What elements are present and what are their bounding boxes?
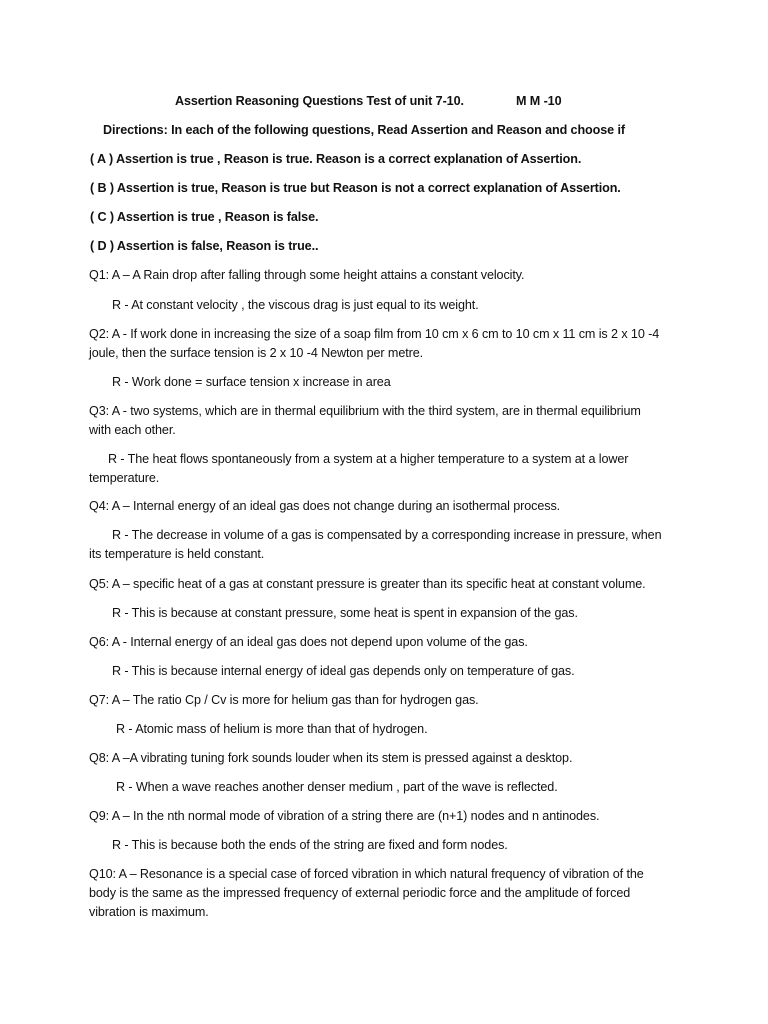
q7-reason: R - Atomic mass of helium is more than that of hydrogen. (116, 722, 428, 736)
q3-reason-cont: temperature. (89, 471, 160, 485)
q6-assertion: Q6: A - Internal energy of an ideal gas does not depend upon volume of the gas. (89, 635, 528, 649)
max-marks: M M -10 (516, 94, 562, 108)
q9-reason: R - This is because both the ends of the string are fixed and form nodes. (112, 838, 508, 852)
q3-assertion: Q3: A - two systems, which are in thermal equilibrium with the third system, are in thermal equilibrium (89, 404, 641, 418)
q5-assertion: Q5: A – specific heat of a gas at constant pressure is greater than its specific heat at constant volume. (89, 577, 646, 591)
q8-reason: R - When a wave reaches another denser medium , part of the wave is reflected. (116, 780, 558, 794)
q2-assertion: Q2: A - If work done in increasing the size of a soap film from 10 cm x 6 cm to 10 cm x 11 cm is 2 x 10 -4 (89, 327, 660, 341)
q1-assertion: Q1: A – A Rain drop after falling through some height attains a constant velocity. (89, 268, 525, 282)
q4-reason-cont: its temperature is held constant. (89, 547, 265, 561)
q5-reason: R - This is because at constant pressure, some heat is spent in expansion of the gas. (112, 606, 578, 620)
q10-assertion: Q10: A – Resonance is a special case of forced vibration in which natural frequency of vibration of the (89, 867, 644, 881)
q4-assertion: Q4: A – Internal energy of an ideal gas does not change during an isothermal process. (89, 499, 561, 513)
q9-assertion: Q9: A – In the nth normal mode of vibration of a string there are (n+1) nodes and n antinodes. (89, 809, 600, 823)
option-a: ( A ) Assertion is true , Reason is true. Reason is a correct explanation of Assertion. (90, 152, 582, 166)
option-d: ( D ) Assertion is false, Reason is true.. (90, 239, 319, 253)
directions: Directions: In each of the following questions, Read Assertion and Reason and choose if (103, 123, 625, 137)
q2-assertion-cont: joule, then the surface tension is 2 x 10 -4 Newton per metre. (89, 346, 424, 360)
q10-assertion-cont-2: vibration is maximum. (89, 905, 209, 919)
document-title: Assertion Reasoning Questions Test of unit 7-10. (175, 94, 464, 108)
q8-assertion: Q8: A –A vibrating tuning fork sounds louder when its stem is pressed against a desktop. (89, 751, 573, 765)
q10-assertion-cont: body is the same as the impressed frequency of external periodic force and the amplitude of forced (89, 886, 631, 900)
q3-reason: R - The heat flows spontaneously from a system at a higher temperature to a system at a lower (108, 452, 629, 466)
q1-reason: R - At constant velocity , the viscous drag is just equal to its weight. (112, 298, 479, 312)
q7-assertion: Q7: A – The ratio Cp / Cv is more for helium gas than for hydrogen gas. (89, 693, 479, 707)
q3-assertion-cont: with each other. (89, 423, 176, 437)
q2-reason: R - Work done = surface tension x increase in area (112, 375, 391, 389)
q4-reason: R - The decrease in volume of a gas is compensated by a corresponding increase in pressure, when (112, 528, 662, 542)
option-c: ( C ) Assertion is true , Reason is false. (90, 210, 319, 224)
option-b: ( B ) Assertion is true, Reason is true but Reason is not a correct explanation of Assertion. (90, 181, 621, 195)
q6-reason: R - This is because internal energy of ideal gas depends only on temperature of gas. (112, 664, 575, 678)
